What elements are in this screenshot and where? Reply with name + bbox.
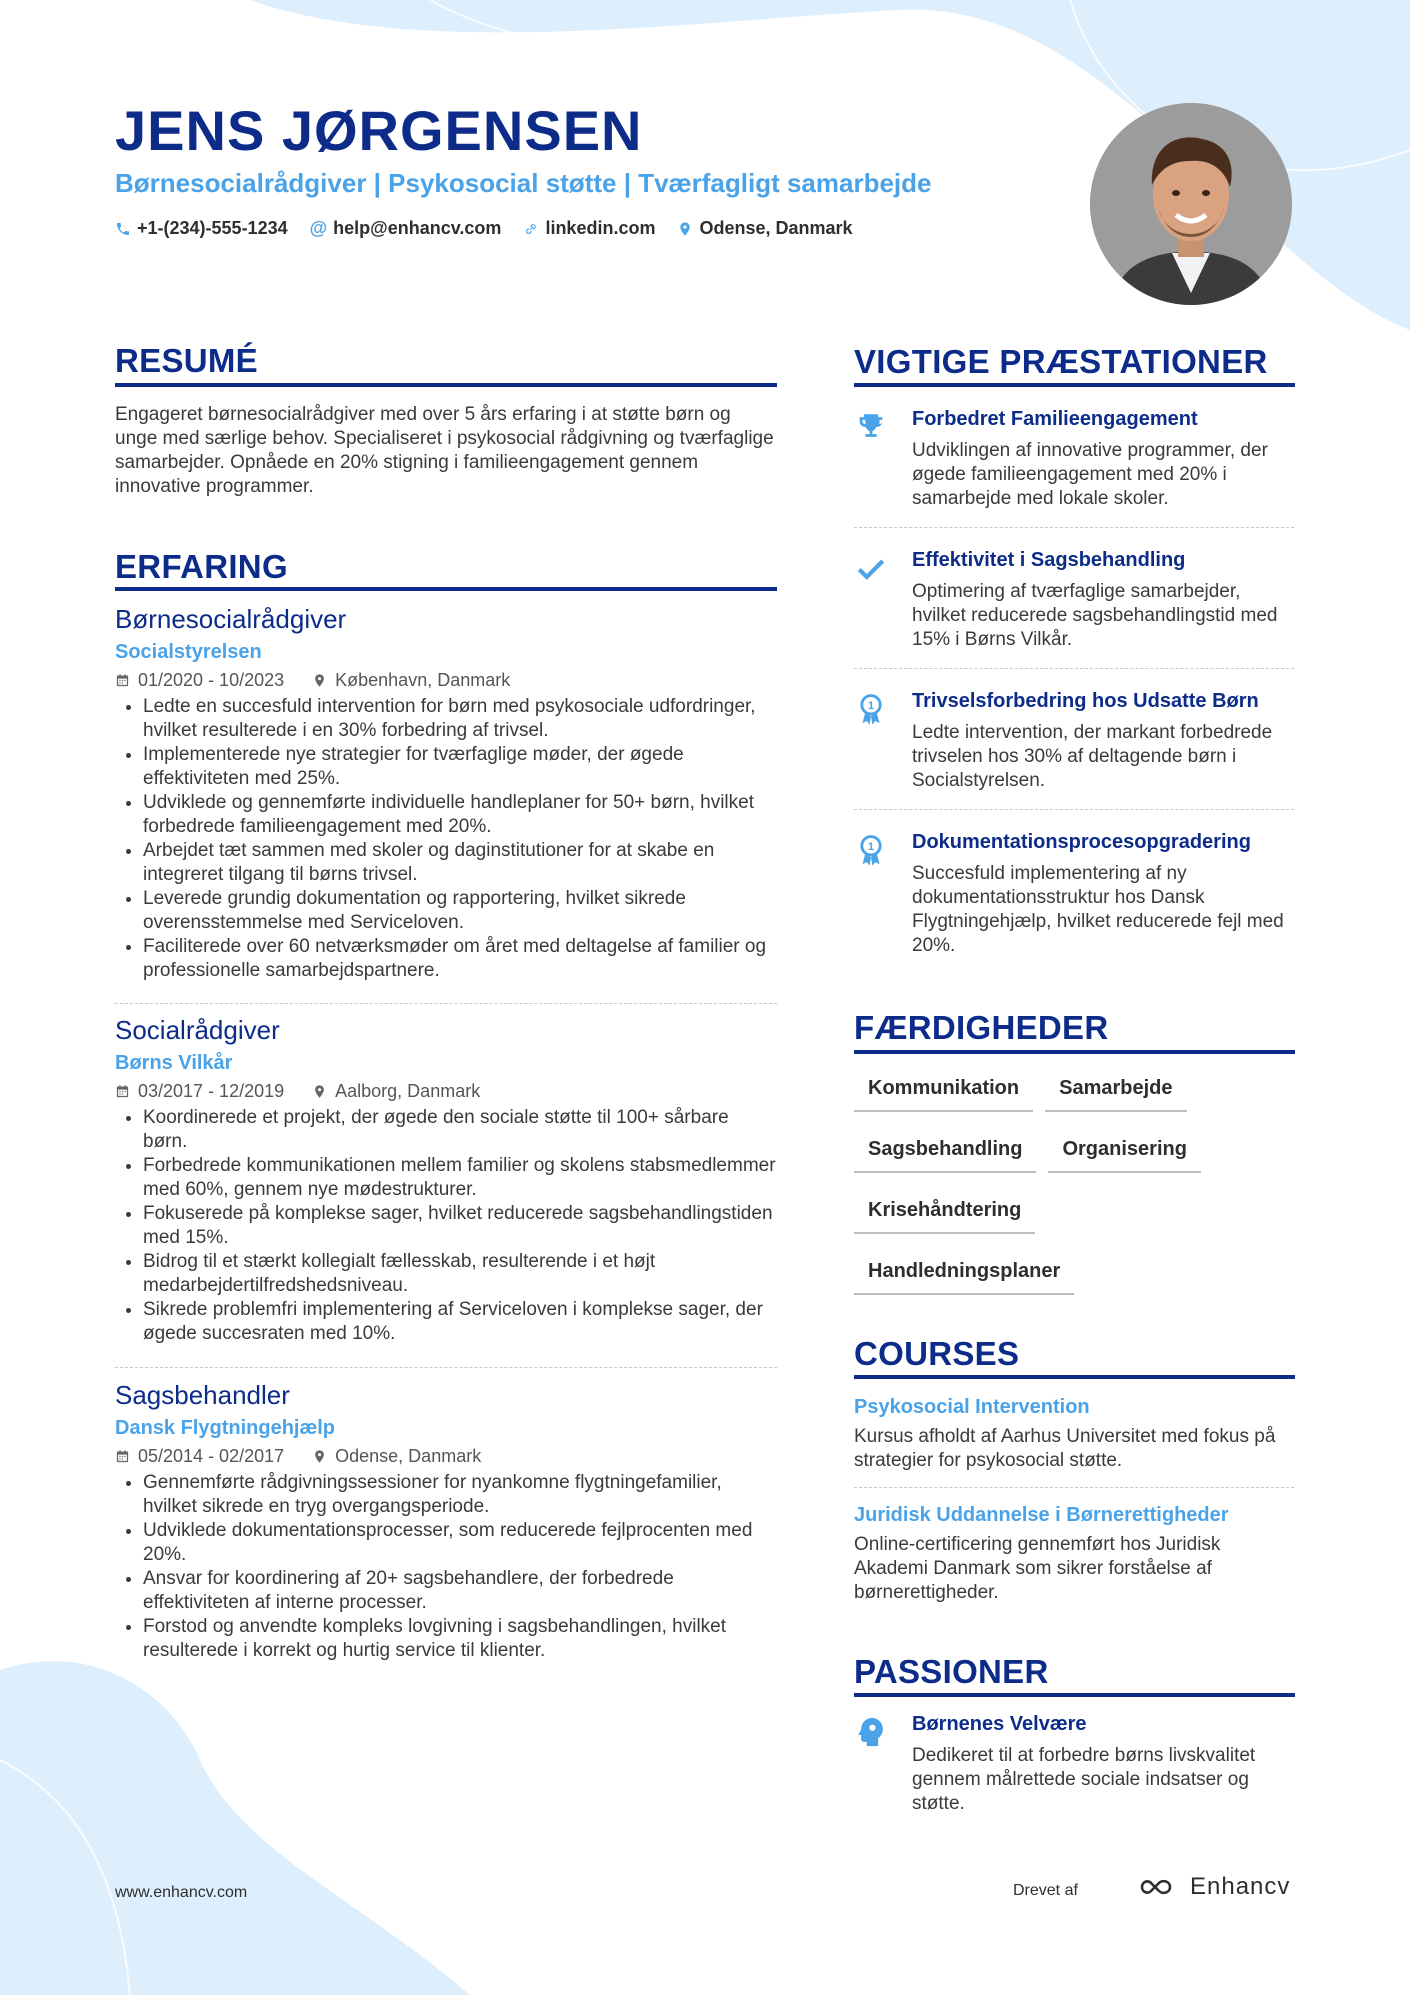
location-pin-icon [312, 673, 327, 688]
course-desc: Online-certificering gennemført hos Juridisk Akademi Danmark som sikrer forståelse af børnerettigheder. [854, 1534, 1221, 1603]
list-item: • Bidrog til et stærkt kollegialt fællesskab, resulterende i et højt medarbejdertilfredshedsniveau. [143, 1250, 777, 1298]
job-entry [115, 1380, 777, 1663]
job-location: Odense, Danmark [312, 1446, 481, 1467]
footer-powered-by: Drevet af [1013, 1882, 1078, 1899]
list-item: • Leverede grundig dokumentation og rapportering, hvilket sikrede overensstemmelse med Serviceloven. [143, 887, 777, 935]
candidate-name: JENS JØRGENSEN [115, 99, 643, 162]
achievement-desc: Succesfuld implementering af ny dokumentationsstruktur hos Dansk Flygtningehjælp, hvilket reducerede fejl med 20%. [912, 863, 1284, 956]
job-entry [115, 1015, 777, 1346]
skill-tag: Sagsbehandling [854, 1134, 1036, 1173]
achievement-item [854, 549, 1294, 652]
job-title: Socialrådgiver [115, 1015, 280, 1045]
job-dates: 03/2017 - 12/2019 [115, 1081, 284, 1102]
contact-email[interactable] [310, 218, 502, 239]
divider [854, 809, 1294, 810]
job-bullets [115, 1106, 777, 1346]
svg-text:1: 1 [867, 700, 875, 712]
course-item [854, 1504, 1294, 1605]
contact-location [677, 218, 852, 239]
job-location: Aalborg, Danmark [312, 1081, 480, 1102]
job-bullets [115, 1471, 777, 1663]
divider [115, 1367, 777, 1368]
footer-website[interactable]: www.enhancv.com [115, 1884, 248, 1901]
job-entry [115, 604, 777, 983]
svg-text:1: 1 [867, 841, 875, 853]
skill-tag: Samarbejde [1045, 1073, 1186, 1112]
trophy-icon [854, 410, 888, 444]
head-profile-icon [854, 1715, 888, 1749]
job-title: Børnesocialrådgiver [115, 604, 347, 634]
job-dates: 01/2020 - 10/2023 [115, 670, 284, 691]
experience-rule [115, 587, 777, 591]
achievement-item [854, 690, 1294, 793]
achievement-item [854, 408, 1294, 511]
job-company: Børns Vilkår [115, 1052, 233, 1074]
job-meta [115, 1446, 777, 1467]
divider [115, 1003, 777, 1004]
divider [854, 1487, 1294, 1488]
skills-list [854, 1073, 1294, 1317]
calendar-icon [115, 673, 130, 688]
list-item: • Arbejdet tæt sammen med skoler og daginstitutioner for at skabe en integreret tilgang til børns trivsel. [143, 839, 777, 887]
skills-rule [854, 1050, 1295, 1054]
list-item: • Udviklede og gennemførte individuelle handleplaner for 50+ børn, hvilket forbedrede familieengagement med 20%. [143, 791, 777, 839]
job-title: Sagsbehandler [115, 1380, 290, 1410]
passion-title: Børnenes Velvære [912, 1713, 1087, 1735]
checkmark-icon [854, 551, 888, 585]
list-item: • Ledte en succesfuld intervention for børn med psykosociale udfordringer, hvilket resulterede i en 30% forbedring af trivsel. [143, 695, 777, 743]
location-text: Odense, Danmark [699, 218, 853, 238]
enhancv-logo[interactable] [1130, 1872, 1290, 1902]
job-company: Socialstyrelsen [115, 641, 262, 663]
calendar-icon [115, 1449, 130, 1464]
phone-icon [115, 221, 131, 237]
calendar-icon [115, 1084, 130, 1099]
divider [854, 668, 1294, 669]
headline: Børnesocialrådgiver | Psykosocial støtte | Tværfagligt samarbejde [115, 168, 932, 198]
achievement-desc: Ledte intervention, der markant forbedrede trivselen hos 30% af deltagende børn i Socialstyrelsen. [912, 722, 1273, 791]
at-icon: @ [309, 218, 328, 238]
experience-heading: ERFARING [115, 548, 288, 585]
job-meta [115, 1081, 777, 1102]
achievement-desc: Optimering af tværfaglige samarbejder, hvilket reducerede sagsbehandlingstid med 15% i Børns Vilkår. [912, 581, 1278, 650]
passion-heading: PASSIONER [854, 1653, 1049, 1690]
award-ribbon-icon [854, 692, 888, 726]
course-title: Juridisk Uddannelse i Børnerettigheder [854, 1504, 1229, 1526]
divider [854, 527, 1294, 528]
summary-heading: RESUMÉ [115, 342, 258, 379]
job-bullets [115, 695, 777, 983]
course-title: Psykosocial Intervention [854, 1396, 1090, 1418]
achievements-heading: VIGTIGE PRÆSTATIONER [854, 343, 1268, 380]
skill-tag: Organisering [1048, 1134, 1200, 1173]
achievement-title: Forbedret Familieengagement [912, 408, 1198, 430]
location-pin-icon [312, 1084, 327, 1099]
achievement-title: Effektivitet i Sagsbehandling [912, 549, 1186, 571]
summary-text: Engageret børnesocialrådgiver med over 5 års erfaring i at støtte børn og unge med særlige behov. Specialiseret i psykosocial rådgivning og tværfaglige samarbejder. Opnåede en 20% stigning i familieengagement gennem innovative programmer. [115, 404, 774, 497]
job-meta [115, 670, 777, 691]
location-pin-icon [312, 1449, 327, 1464]
brand-name: Enhancv [1190, 1873, 1291, 1900]
list-item: • Implementerede nye strategier for tværfaglige møder, der øgede effektiviteten med 25%. [143, 743, 777, 791]
list-item: • Gennemførte rådgivningssessioner for nyankomne flygtningefamilier, hvilket sikrede en tryg overgangsperiode. [143, 1471, 777, 1519]
list-item: • Forstod og anvendte kompleks lovgivning i sagsbehandlingen, hvilket resulterede i korrekt og hurtig service til klienter. [143, 1615, 777, 1663]
contact-linkedin[interactable] [523, 218, 655, 239]
courses-rule [854, 1375, 1295, 1379]
list-item: • Forbedrede kommunikationen mellem familier og skolens stabsmedlemmer med 60%, gennem nye mødestrukturer. [143, 1154, 777, 1202]
skill-tag: Handledningsplaner [854, 1256, 1074, 1295]
linkedin-url: linkedin.com [545, 218, 656, 238]
contact-phone[interactable] [115, 218, 288, 239]
avatar [1090, 103, 1292, 305]
contact-bar [115, 218, 853, 239]
achievements-rule [854, 383, 1295, 387]
location-pin-icon [677, 221, 693, 237]
achievement-title: Dokumentationsprocesopgradering [912, 831, 1251, 853]
skill-tag: Kommunikation [854, 1073, 1033, 1112]
list-item: • Faciliterede over 60 netværksmøder om året med deltagelse af familier og professionelle samarbejdspartnere. [143, 935, 777, 983]
list-item: • Koordinerede et projekt, der øgede den sociale støtte til 100+ sårbare børn. [143, 1106, 777, 1154]
course-desc: Kursus afholdt af Aarhus Universitet med fokus på strategier for psykosocial støtte. [854, 1426, 1276, 1471]
list-item: • Udviklede dokumentationsprocesser, som reducerede fejlprocenten med 20%. [143, 1519, 777, 1567]
achievement-desc: Udviklingen af innovative programmer, der øgede familieengagement med 20% i samarbejde med lokale skoler. [912, 440, 1268, 509]
course-item [854, 1396, 1294, 1473]
passion-desc: Dedikeret til at forbedre børns livskvalitet gennem målrettede sociale indsatser og støtte. [912, 1745, 1256, 1814]
job-location: København, Danmark [312, 670, 510, 691]
infinity-logo-icon [1130, 1872, 1180, 1902]
achievement-item [854, 831, 1294, 958]
summary-rule [115, 383, 777, 387]
skill-tag: Krisehåndtering [854, 1195, 1035, 1234]
passion-item [854, 1713, 1294, 1816]
courses-heading: COURSES [854, 1335, 1020, 1372]
list-item: • Sikrede problemfri implementering af Serviceloven i komplekse sager, der øgede succesraten med 10%. [143, 1298, 777, 1346]
email-address: help@enhancv.com [333, 218, 502, 238]
job-company: Dansk Flygtningehjælp [115, 1417, 336, 1439]
list-item: • Ansvar for koordinering af 20+ sagsbehandlere, der forbedrede effektiviteten af interne processer. [143, 1567, 777, 1615]
skills-heading: FÆRDIGHEDER [854, 1009, 1109, 1046]
award-ribbon-icon [854, 833, 888, 867]
job-dates: 05/2014 - 02/2017 [115, 1446, 284, 1467]
phone-number: +1-(234)-555-1234 [137, 218, 288, 238]
link-icon [523, 221, 539, 237]
passion-rule [854, 1693, 1295, 1697]
list-item: • Fokuserede på komplekse sager, hvilket reducerede sagsbehandlingstiden med 15%. [143, 1202, 777, 1250]
achievement-title: Trivselsforbedring hos Udsatte Børn [912, 690, 1259, 712]
